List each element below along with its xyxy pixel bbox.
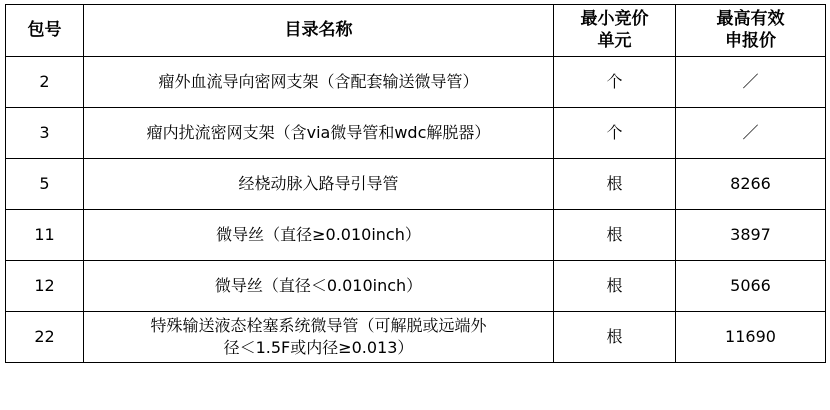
catalog-table bbox=[5, 4, 826, 363]
cell-package-no: 11 bbox=[6, 210, 84, 261]
cell-catalog-name: 经桡动脉入路导引导管 bbox=[84, 159, 554, 210]
cell-unit: 根 bbox=[554, 210, 676, 261]
column-header-package-no bbox=[6, 5, 84, 57]
cell-catalog-name: 瘤内扰流密网支架（含via微导管和wdc解脱器） bbox=[84, 108, 554, 159]
column-header-max-valid-price-line1: 最高有效 bbox=[716, 9, 785, 30]
cell-max-price: ／ bbox=[676, 108, 826, 159]
cell-package-no: 12 bbox=[6, 261, 84, 312]
cell-package-no: 3 bbox=[6, 108, 84, 159]
cell-catalog-name bbox=[84, 312, 554, 363]
cell-catalog-name-line1: 特殊输送液态栓塞系统微导管（可解脱或远端外 bbox=[150, 316, 487, 336]
table-row bbox=[6, 312, 826, 363]
table-header bbox=[6, 5, 826, 57]
cell-max-price: 5066 bbox=[676, 261, 826, 312]
cell-unit: 个 bbox=[554, 108, 676, 159]
cell-unit: 根 bbox=[554, 312, 676, 363]
column-header-max-valid-price-line2: 申报价 bbox=[725, 30, 776, 51]
table-row bbox=[6, 57, 826, 108]
cell-unit: 根 bbox=[554, 159, 676, 210]
column-header-min-bid-unit-line1: 最小竞价 bbox=[580, 9, 649, 30]
cell-max-price: ／ bbox=[676, 57, 826, 108]
cell-catalog-name: 微导丝（直径＜0.010inch） bbox=[84, 261, 554, 312]
table-header-row bbox=[6, 5, 826, 57]
cell-package-no: 22 bbox=[6, 312, 84, 363]
cell-unit: 个 bbox=[554, 57, 676, 108]
cell-catalog-name-line2: 径＜1.5F或内径≥0.013） bbox=[223, 338, 414, 357]
column-header-max-valid-price bbox=[676, 5, 826, 57]
cell-max-price: 8266 bbox=[676, 159, 826, 210]
cell-catalog-name: 微导丝（直径≥0.010inch） bbox=[84, 210, 554, 261]
cell-max-price: 11690 bbox=[676, 312, 826, 363]
table-body bbox=[6, 57, 826, 363]
cell-package-no: 5 bbox=[6, 159, 84, 210]
column-header-catalog-name bbox=[84, 5, 554, 57]
table-row bbox=[6, 210, 826, 261]
column-header-package-no-text: 包号 bbox=[27, 19, 62, 40]
table-row bbox=[6, 159, 826, 210]
column-header-min-bid-unit bbox=[554, 5, 676, 57]
cell-catalog-name: 瘤外血流导向密网支架（含配套输送微导管） bbox=[84, 57, 554, 108]
column-header-catalog-name-text: 目录名称 bbox=[284, 19, 353, 40]
cell-max-price: 3897 bbox=[676, 210, 826, 261]
cell-package-no: 2 bbox=[6, 57, 84, 108]
table-row bbox=[6, 108, 826, 159]
column-header-min-bid-unit-line2: 单元 bbox=[597, 30, 632, 51]
table-row bbox=[6, 261, 826, 312]
cell-unit: 根 bbox=[554, 261, 676, 312]
